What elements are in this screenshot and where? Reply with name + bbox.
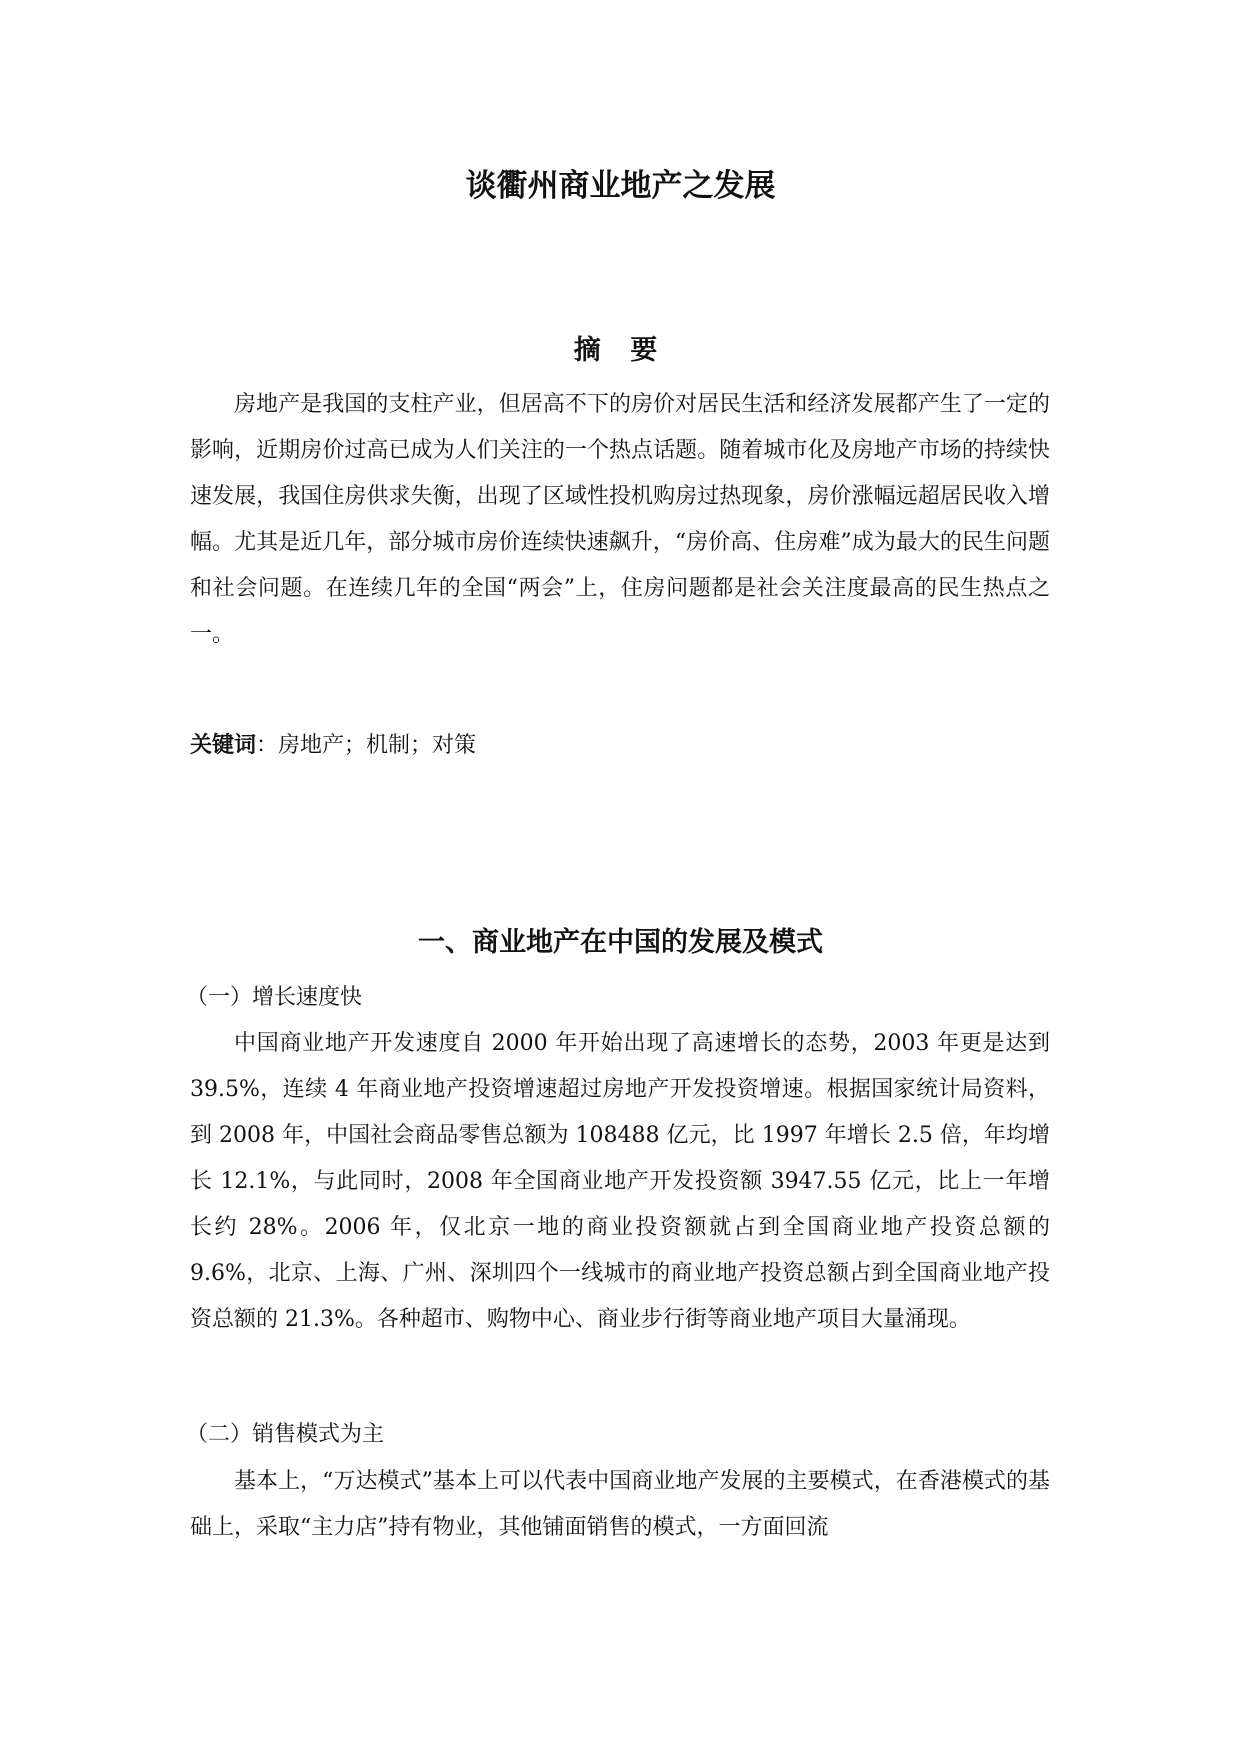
subsection-heading: （一）增长速度快 <box>186 985 363 1010</box>
keywords-label: 关键词 <box>190 733 257 758</box>
keywords-line <box>190 723 476 769</box>
subsection-paragraph: 基本上，“万达模式”基本上可以代表中国商业地产发展的主要模式，在香港模式的基础上，采取“主力店”持有物业，其他铺面销售的模式，一方面回流 <box>190 1469 1050 1540</box>
subsection-body <box>190 1021 1050 1343</box>
keywords-value: 房地产；机制；对策 <box>278 733 477 758</box>
keywords-separator: ： <box>256 733 279 758</box>
subsection-heading: （二）销售模式为主 <box>186 1422 385 1447</box>
abstract-heading: 摘 要 <box>573 335 668 366</box>
subsection-body <box>190 1459 1050 1551</box>
abstract-paragraph: 房地产是我国的支柱产业，但居高不下的房价对居民生活和经济发展都产生了一定的影响，近期房价过高已成为人们关注的一个热点话题。随着城市化及房地产市场的持续快速发展，我国住房供求失衡，出现了区域性投机购房过热现象，房价涨幅远超居民收入增幅。尤其是近几年，部分城市房价连续快速飙升，“房价高、住房难”成为最大的民生问题和社会问题。在连续几年的全国“两会”上，住房问题都是社会关注度最高的民生热点之一。 <box>190 392 1050 647</box>
section-heading: 一、商业地产在中国的发展及模式 <box>418 927 823 958</box>
document-title: 谈衢州商业地产之发展 <box>465 168 776 204</box>
subsection-paragraph: 中国商业地产开发速度自 2000 年开始出现了高速增长的态势，2003 年更是达到 39.5%，连续 4 年商业地产投资增速超过房地产开发投资增速。根据国家统计局资料，到 2008 年，中国社会商品零售总额为 108488 亿元，比 1997 年增长 2.5 倍，年均增长 12.1%，与此同时，2008 年全国商业地产开发投资额 3947.55 亿元，比上一年增长约 28%。2006 年，仅北京一地的商业投资额就占到全国商业地产投资总额的 9.6%，北京、上海、广州、深圳四个一线城市的商业地产投资总额占到全国商业地产投资总额的 21.3%。各种超市、购物中心、商业步行街等商业地产项目大量涌现。 <box>190 1031 1050 1332</box>
abstract-body <box>190 382 1050 658</box>
